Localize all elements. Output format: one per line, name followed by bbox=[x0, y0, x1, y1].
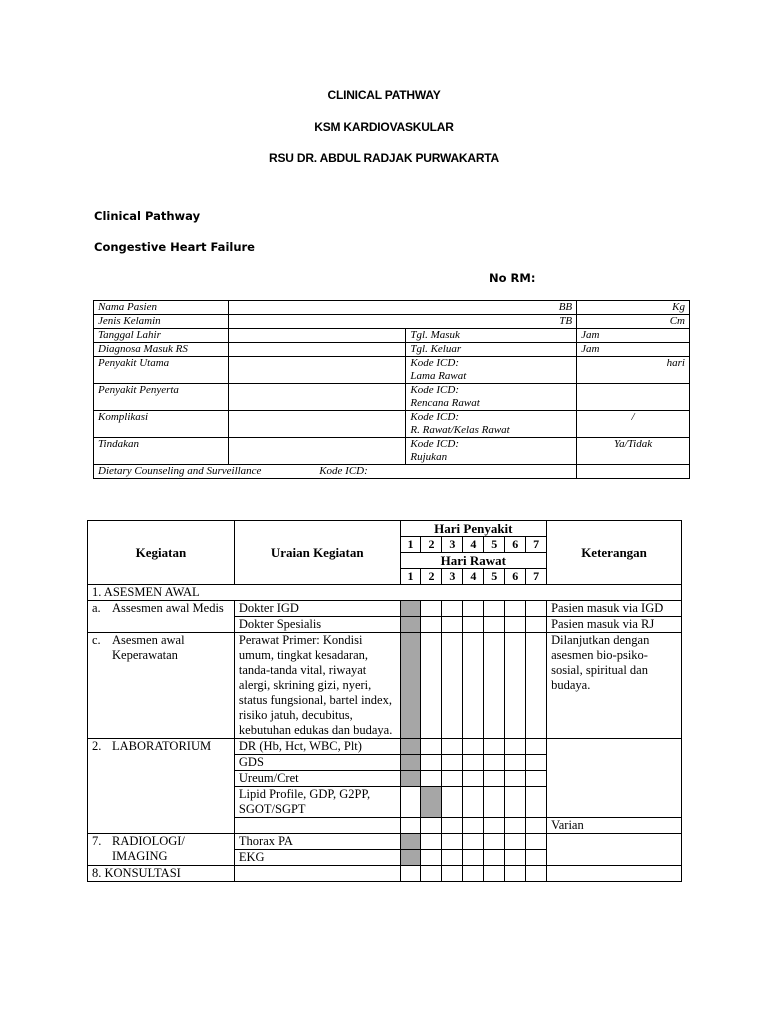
day-checkbox[interactable] bbox=[400, 633, 421, 739]
day-checkbox[interactable] bbox=[505, 787, 526, 818]
day-checkbox[interactable] bbox=[526, 617, 547, 633]
day-checkbox[interactable] bbox=[484, 633, 505, 739]
day-checkbox[interactable] bbox=[526, 850, 547, 866]
radiology-cell bbox=[88, 834, 235, 866]
procedure-label: Tindakan bbox=[94, 438, 229, 465]
medical-assessment-label: Assesmen awal Medis bbox=[112, 601, 224, 615]
day-checkbox[interactable] bbox=[484, 787, 505, 818]
icd-plan-cell bbox=[406, 384, 577, 411]
day-checkbox[interactable] bbox=[421, 601, 442, 617]
length-of-stay-label: Lama Rawat bbox=[410, 370, 467, 382]
day-checkbox[interactable] bbox=[463, 739, 484, 755]
activity-header: Kegiatan bbox=[88, 521, 235, 585]
hospital-name: RSU DR. ABDUL RADJAK PURWAKARTA bbox=[268, 151, 500, 165]
disease-day-5: 5 bbox=[484, 537, 505, 553]
comorbidity-label: Penyakit Penyerta bbox=[94, 384, 229, 411]
day-checkbox[interactable] bbox=[442, 850, 463, 866]
nursing-notes: Dilanjutkan dengan asesmen bio-psiko-sosial, spiritual dan budaya. bbox=[547, 633, 682, 739]
day-checkbox[interactable] bbox=[484, 866, 505, 882]
admission-date-label: Tgl. Masuk bbox=[406, 329, 577, 343]
day-checkbox[interactable] bbox=[526, 834, 547, 850]
day-checkbox[interactable] bbox=[442, 617, 463, 633]
day-checkbox[interactable] bbox=[442, 787, 463, 818]
day-checkbox[interactable] bbox=[421, 755, 442, 771]
day-checkbox[interactable] bbox=[442, 739, 463, 755]
care-day-7: 7 bbox=[526, 569, 547, 585]
lipid-profile-label: Lipid Profile, GDP, G2PP, SGOT/SGPT bbox=[234, 787, 400, 818]
icd-code-label: Kode ICD: bbox=[410, 384, 459, 396]
day-checkbox[interactable] bbox=[442, 771, 463, 787]
care-plan-field[interactable] bbox=[577, 384, 690, 411]
day-checkbox[interactable] bbox=[505, 834, 526, 850]
medical-record-label: No RM: bbox=[489, 271, 536, 285]
weight-label: BB bbox=[406, 301, 577, 315]
care-day-2: 2 bbox=[421, 569, 442, 585]
consultation-notes bbox=[547, 866, 682, 882]
day-checkbox[interactable] bbox=[484, 755, 505, 771]
icd-length-cell bbox=[406, 357, 577, 384]
day-checkbox[interactable] bbox=[400, 866, 421, 882]
day-checkbox[interactable] bbox=[526, 633, 547, 739]
day-checkbox[interactable] bbox=[400, 617, 421, 633]
day-checkbox[interactable] bbox=[484, 771, 505, 787]
gds-label: GDS bbox=[234, 755, 400, 771]
care-day-header: Hari Rawat bbox=[400, 553, 547, 569]
day-checkbox[interactable] bbox=[442, 866, 463, 882]
radiology-notes bbox=[547, 834, 682, 866]
day-checkbox[interactable] bbox=[400, 771, 421, 787]
complication-label: Komplikasi bbox=[94, 411, 229, 438]
day-checkbox[interactable] bbox=[484, 818, 505, 834]
disease-day-4: 4 bbox=[463, 537, 484, 553]
day-checkbox[interactable] bbox=[484, 601, 505, 617]
pathway-label: Clinical Pathway bbox=[94, 209, 201, 223]
care-day-5: 5 bbox=[484, 569, 505, 585]
ureum-label: Ureum/Cret bbox=[234, 771, 400, 787]
section-number: 7. bbox=[92, 834, 102, 848]
gender-label: Jenis Kelamin bbox=[94, 315, 229, 329]
section-initial-assessment: 1. ASESMEN AWAL bbox=[88, 585, 682, 601]
referral-field[interactable]: Ya/Tidak bbox=[577, 438, 690, 465]
day-checkbox[interactable] bbox=[526, 818, 547, 834]
patient-info-table bbox=[93, 300, 690, 479]
laboratory-cell bbox=[88, 739, 235, 834]
disease-day-6: 6 bbox=[505, 537, 526, 553]
day-checkbox[interactable] bbox=[400, 739, 421, 755]
admission-diagnosis-label: Diagnosa Masuk RS bbox=[94, 343, 229, 357]
icd-code-label: Kode ICD: bbox=[319, 465, 368, 477]
day-checkbox[interactable] bbox=[526, 866, 547, 882]
item-letter: c. bbox=[92, 633, 101, 647]
day-checkbox[interactable] bbox=[421, 771, 442, 787]
day-checkbox[interactable] bbox=[442, 818, 463, 834]
day-checkbox[interactable] bbox=[400, 755, 421, 771]
dietary-label: Dietary Counseling and Surveillance bbox=[98, 465, 262, 477]
disease-day-1: 1 bbox=[400, 537, 421, 553]
day-checkbox[interactable] bbox=[463, 866, 484, 882]
day-checkbox[interactable] bbox=[463, 834, 484, 850]
day-checkbox[interactable] bbox=[442, 755, 463, 771]
day-checkbox[interactable] bbox=[400, 818, 421, 834]
icd-code-label: Kode ICD: bbox=[410, 438, 459, 450]
icd-referral-cell bbox=[406, 438, 577, 465]
section-consultation: 8. KONSULTASI bbox=[88, 866, 235, 882]
day-checkbox[interactable] bbox=[505, 633, 526, 739]
nursing-assessment-cell bbox=[88, 633, 235, 739]
care-day-4: 4 bbox=[463, 569, 484, 585]
procedure-field[interactable] bbox=[228, 438, 406, 465]
empty-description bbox=[234, 818, 400, 834]
day-checkbox[interactable] bbox=[526, 739, 547, 755]
day-checkbox[interactable] bbox=[505, 850, 526, 866]
disease-day-header: Hari Penyakit bbox=[400, 521, 547, 537]
diagnosis-label: Congestive Heart Failure bbox=[94, 240, 255, 254]
day-checkbox[interactable] bbox=[421, 866, 442, 882]
item-letter: a. bbox=[92, 601, 101, 615]
day-checkbox[interactable] bbox=[421, 818, 442, 834]
main-disease-field[interactable] bbox=[228, 357, 406, 384]
section-number: 2. bbox=[92, 739, 102, 753]
notes-header: Keterangan bbox=[547, 521, 682, 585]
nursing-assessment-label: Asesmen awal Keperawatan bbox=[112, 633, 185, 662]
care-plan-label: Rencana Rawat bbox=[410, 397, 480, 409]
day-checkbox[interactable] bbox=[505, 866, 526, 882]
day-checkbox[interactable] bbox=[463, 633, 484, 739]
icd-room-cell bbox=[406, 411, 577, 438]
variance-label: Varian bbox=[547, 818, 682, 834]
pathway-table bbox=[87, 520, 682, 882]
outpatient-notes: Pasien masuk via RJ bbox=[547, 617, 682, 633]
day-checkbox[interactable] bbox=[484, 850, 505, 866]
gender-field[interactable] bbox=[228, 315, 406, 329]
dietary-field[interactable] bbox=[577, 465, 690, 479]
day-checkbox[interactable] bbox=[463, 755, 484, 771]
nursing-description: Perawat Primer: Kondisi umum, tingkat kesadaran, tanda-tanda vital, riwayat alergi, skrining gizi, nyeri, status fungsional, bartel index, risiko jatuh, decubitus, kebutuhan edukas dan budaya. bbox=[234, 633, 400, 739]
day-checkbox[interactable] bbox=[463, 850, 484, 866]
day-checkbox[interactable] bbox=[463, 601, 484, 617]
admission-diagnosis-field[interactable] bbox=[228, 343, 406, 357]
height-label: TB bbox=[406, 315, 577, 329]
day-checkbox[interactable] bbox=[442, 834, 463, 850]
day-checkbox[interactable] bbox=[505, 739, 526, 755]
day-checkbox[interactable] bbox=[484, 617, 505, 633]
discharge-date-label: Tgl. Keluar bbox=[406, 343, 577, 357]
day-checkbox[interactable] bbox=[526, 771, 547, 787]
day-checkbox[interactable] bbox=[421, 834, 442, 850]
main-disease-label: Penyakit Utama bbox=[94, 357, 229, 384]
day-checkbox[interactable] bbox=[421, 787, 442, 818]
height-unit[interactable]: Cm bbox=[577, 315, 690, 329]
day-checkbox[interactable] bbox=[526, 755, 547, 771]
er-doctor-label: Dokter IGD bbox=[234, 601, 400, 617]
discharge-time-field[interactable]: Jam bbox=[577, 343, 690, 357]
day-checkbox[interactable] bbox=[463, 818, 484, 834]
referral-label: Rujukan bbox=[410, 451, 448, 463]
birth-date-field[interactable] bbox=[228, 329, 406, 343]
day-checkbox[interactable] bbox=[505, 755, 526, 771]
day-checkbox[interactable] bbox=[505, 601, 526, 617]
patient-name-label: Nama Pasien bbox=[94, 301, 229, 315]
day-checkbox[interactable] bbox=[463, 771, 484, 787]
day-checkbox[interactable] bbox=[484, 834, 505, 850]
day-checkbox[interactable] bbox=[421, 739, 442, 755]
consultation-description bbox=[234, 866, 400, 882]
activity-description-header: Uraian Kegiatan bbox=[234, 521, 400, 585]
icd-code-label: Kode ICD: bbox=[410, 357, 459, 369]
day-checkbox[interactable] bbox=[442, 633, 463, 739]
day-checkbox[interactable] bbox=[421, 850, 442, 866]
complication-field[interactable] bbox=[228, 411, 406, 438]
day-checkbox[interactable] bbox=[400, 601, 421, 617]
disease-day-2: 2 bbox=[421, 537, 442, 553]
care-day-6: 6 bbox=[505, 569, 526, 585]
weight-unit[interactable]: Kg bbox=[577, 301, 690, 315]
day-checkbox[interactable] bbox=[505, 771, 526, 787]
disease-day-7: 7 bbox=[526, 537, 547, 553]
laboratory-label: LABORATORIUM bbox=[112, 739, 212, 753]
document-title: CLINICAL PATHWAY bbox=[327, 88, 441, 102]
ekg-label: EKG bbox=[234, 850, 400, 866]
dietary-row bbox=[94, 465, 577, 479]
day-checkbox[interactable] bbox=[400, 834, 421, 850]
icd-code-label: Kode ICD: bbox=[410, 411, 459, 423]
department-name: KSM KARDIOVASKULAR bbox=[314, 120, 454, 134]
length-of-stay-field[interactable]: hari bbox=[577, 357, 690, 384]
day-checkbox[interactable] bbox=[505, 617, 526, 633]
day-checkbox[interactable] bbox=[421, 617, 442, 633]
day-checkbox[interactable] bbox=[463, 787, 484, 818]
radiology-label: RADIOLOGI/ IMAGING bbox=[112, 834, 185, 863]
er-notes: Pasien masuk via IGD bbox=[547, 601, 682, 617]
day-checkbox[interactable] bbox=[400, 787, 421, 818]
specialist-label: Dokter Spesialis bbox=[234, 617, 400, 633]
day-checkbox[interactable] bbox=[484, 739, 505, 755]
disease-day-3: 3 bbox=[442, 537, 463, 553]
day-checkbox[interactable] bbox=[442, 601, 463, 617]
birth-date-label: Tanggal Lahir bbox=[94, 329, 229, 343]
room-class-field[interactable]: / bbox=[577, 411, 690, 438]
day-checkbox[interactable] bbox=[526, 601, 547, 617]
day-checkbox[interactable] bbox=[400, 850, 421, 866]
comorbidity-field[interactable] bbox=[228, 384, 406, 411]
day-checkbox[interactable] bbox=[526, 787, 547, 818]
care-day-3: 3 bbox=[442, 569, 463, 585]
patient-name-field[interactable] bbox=[228, 301, 406, 315]
thorax-label: Thorax PA bbox=[234, 834, 400, 850]
blood-test-label: DR (Hb, Hct, WBC, Plt) bbox=[234, 739, 400, 755]
room-class-label: R. Rawat/Kelas Rawat bbox=[410, 424, 510, 436]
admission-time-field[interactable]: Jam bbox=[577, 329, 690, 343]
day-checkbox[interactable] bbox=[505, 818, 526, 834]
laboratory-notes bbox=[547, 739, 682, 818]
care-day-1: 1 bbox=[400, 569, 421, 585]
day-checkbox[interactable] bbox=[463, 617, 484, 633]
medical-assessment-cell bbox=[88, 601, 235, 633]
day-checkbox[interactable] bbox=[421, 633, 442, 739]
